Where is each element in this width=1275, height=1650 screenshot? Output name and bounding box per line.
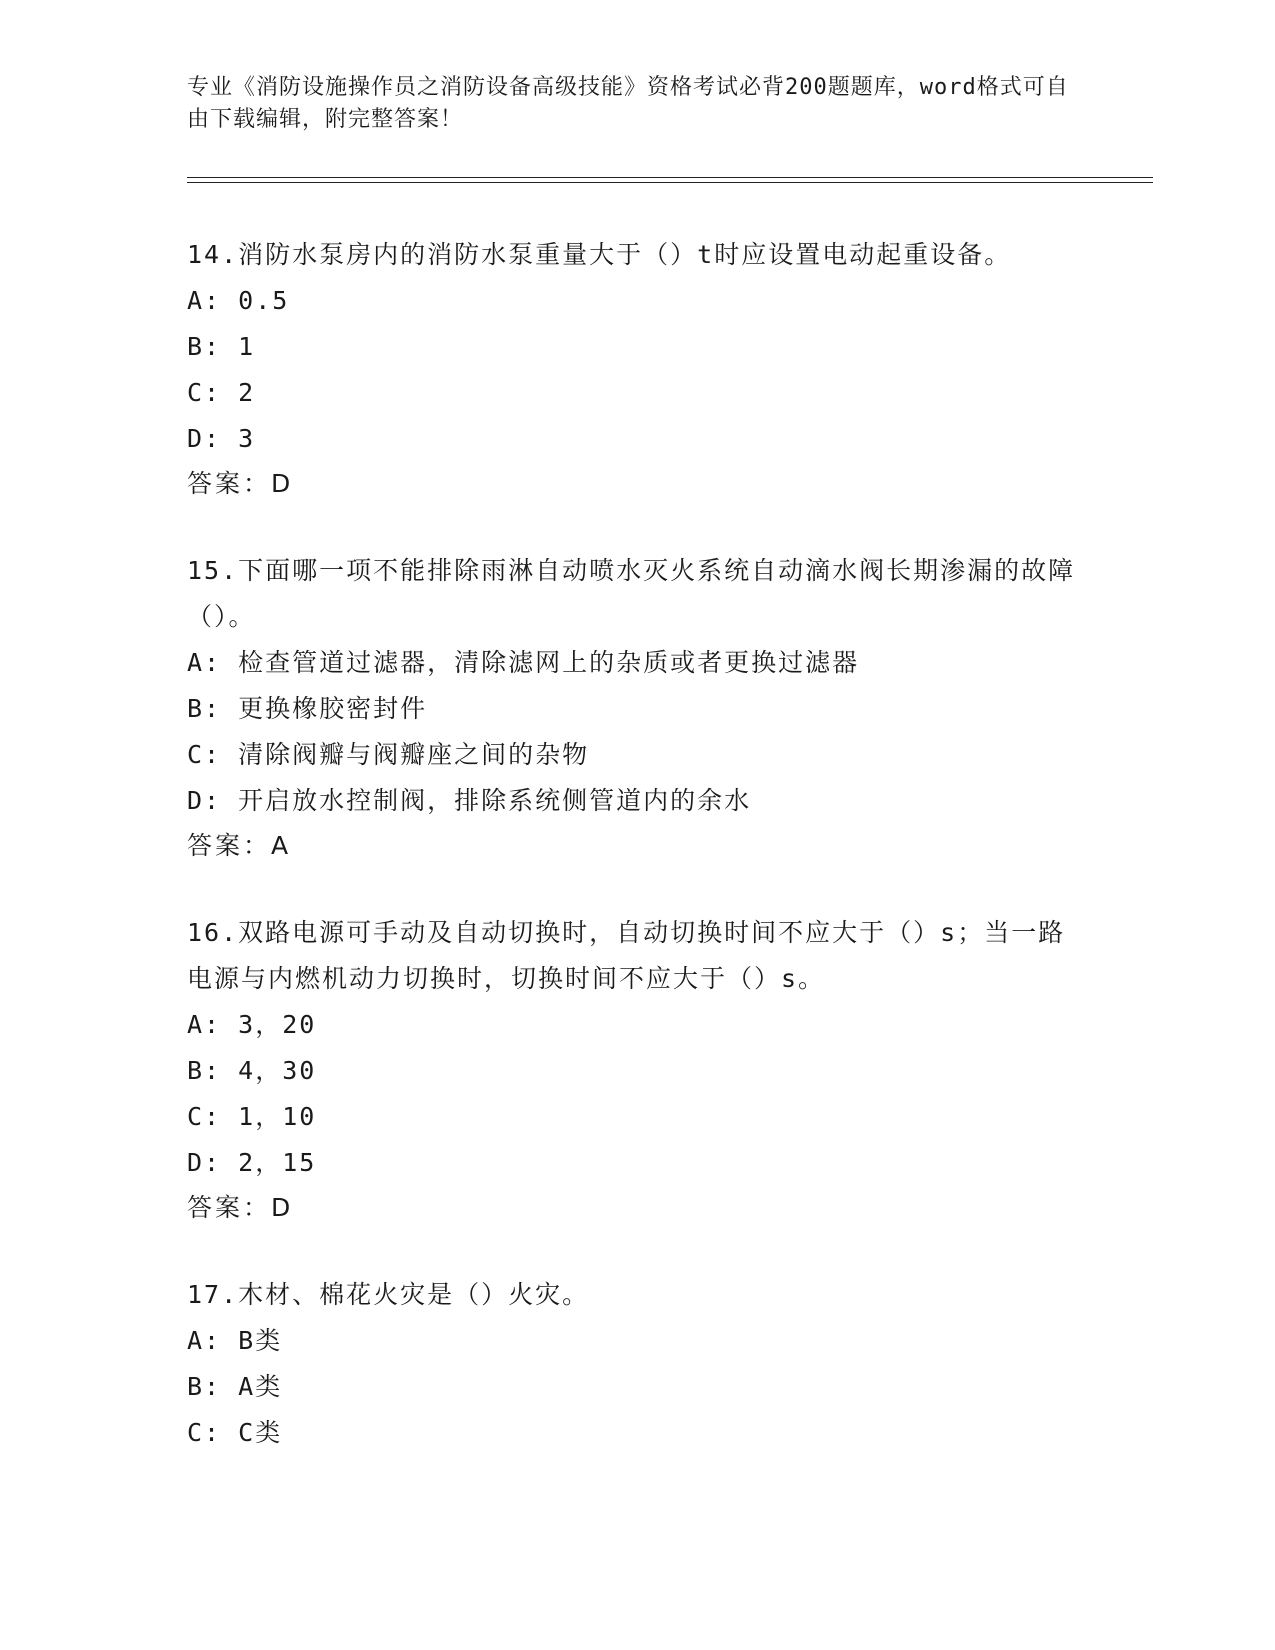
question-stem: 15.下面哪一项不能排除雨淋自动喷水灭火系统自动滴水阀长期渗漏的故障（）。 (187, 556, 1076, 631)
option-b: B: 更换橡胶密封件 (187, 694, 428, 723)
option-d: D: 开启放水控制阀，排除系统侧管道内的余水 (187, 786, 752, 815)
answer-value: D (271, 1193, 292, 1222)
answer-label: 答案： (187, 1193, 272, 1222)
option-c: C: 清除阀瓣与阀瓣座之间的杂物 (187, 740, 590, 769)
answer-label: 答案： (187, 831, 272, 860)
option-c: C: 1，10 (187, 1102, 317, 1131)
question-stem: 17.木材、棉花火灾是（）火灾。 (187, 1280, 590, 1309)
document-intro: 专业《消防设施操作员之消防设备高级技能》资格考试必背200题题库，word格式可自由下载编辑，附完整答案！ (187, 75, 1069, 132)
option-d: D: 2，15 (187, 1148, 317, 1177)
option-c: C: C类 (187, 1418, 283, 1447)
question-list (187, 232, 1087, 1498)
answer-value: A (271, 831, 290, 860)
option-a: A: B类 (187, 1326, 283, 1355)
header-divider-bottom (187, 182, 1153, 183)
question-stem: 16.双路电源可手动及自动切换时，自动切换时间不应大于（）s；当一路电源与内燃机动力切换时，切换时间不应大于（）s。 (187, 918, 1066, 993)
option-a: A: 检查管道过滤器，清除滤网上的杂质或者更换过滤器 (187, 648, 860, 677)
question-17 (187, 1272, 1087, 1456)
answer-line (187, 1186, 1087, 1230)
answer-line (187, 462, 1087, 506)
question-14 (187, 232, 1087, 506)
question-stem: 14.消防水泵房内的消防水泵重量大于（）t时应设置电动起重设备。 (187, 240, 1012, 269)
option-a: A: 0.5 (187, 286, 290, 315)
option-c: C: 2 (187, 378, 256, 407)
option-a: A: 3，20 (187, 1010, 317, 1039)
question-15 (187, 548, 1087, 868)
option-d: D: 3 (187, 424, 256, 453)
option-b: B: 1 (187, 332, 256, 361)
answer-line (187, 824, 1087, 868)
header-divider-top (187, 177, 1153, 178)
option-b: B: 4，30 (187, 1056, 317, 1085)
answer-label: 答案： (187, 469, 272, 498)
answer-value: D (271, 469, 292, 498)
question-16 (187, 910, 1087, 1230)
option-b: B: A类 (187, 1372, 283, 1401)
